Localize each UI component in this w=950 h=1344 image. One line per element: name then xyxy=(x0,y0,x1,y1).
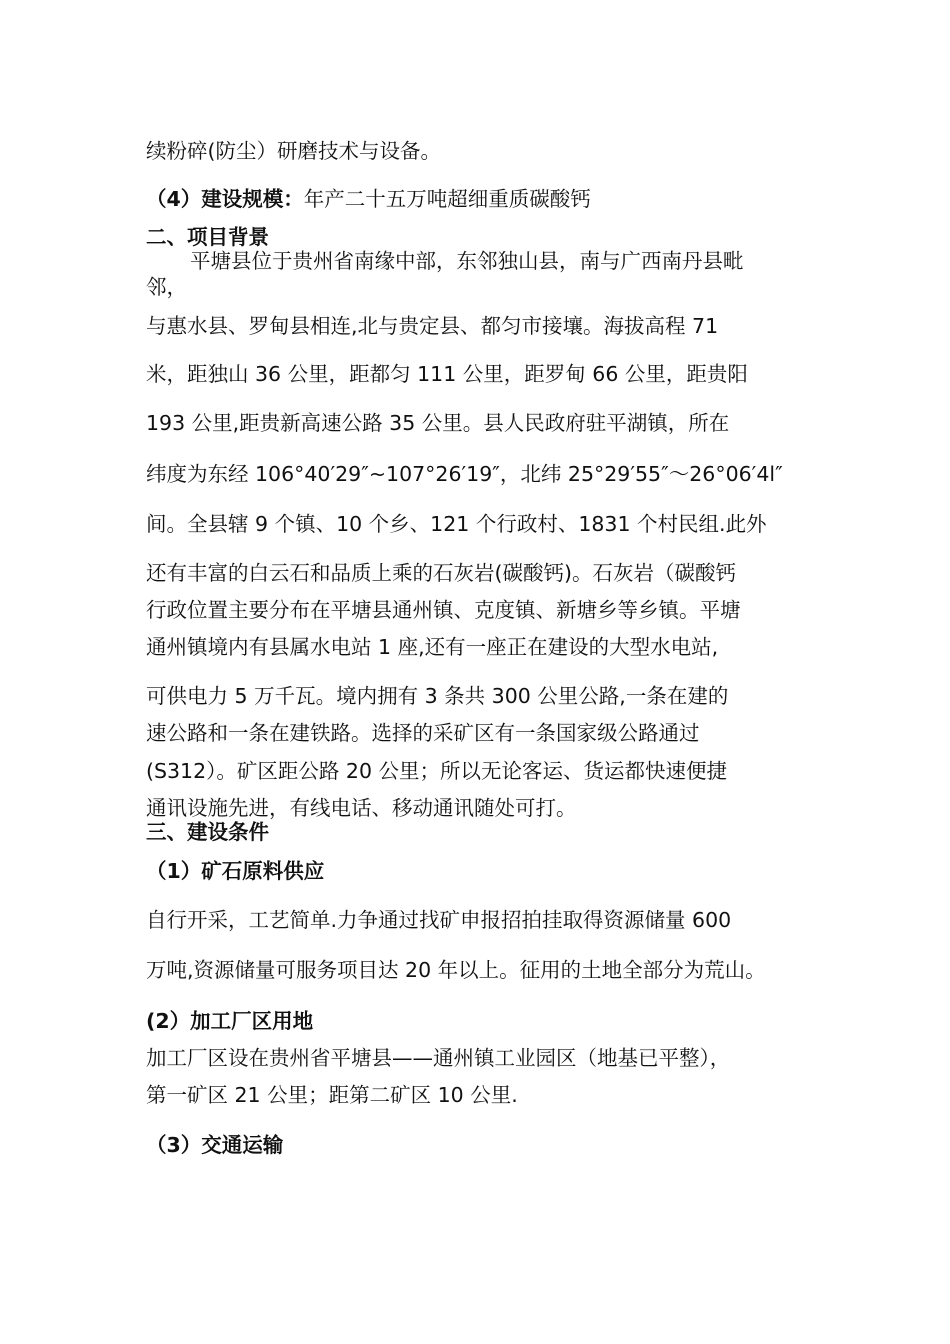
text-line: 加工厂区设在贵州省平塘县——通州镇工业园区（地基已平整）， xyxy=(146,1046,731,1070)
text-line: 通州镇境内有县属水电站 1 座,还有一座正在建设的大型水电站, xyxy=(146,635,719,659)
text-line: 与惠水县、罗甸县相连,北与贵定县、都匀市接壤。海拔高程 71 xyxy=(146,314,719,338)
subheading: （1）矿石原料供应 xyxy=(146,859,325,883)
subheading-text: 年产二十五万吨超细重质碳酸钙 xyxy=(303,187,591,211)
section-heading: 二、项目背景 xyxy=(146,225,269,249)
subheading-line xyxy=(146,186,591,212)
text-line: 可供电力 5 万千瓦。境内拥有 3 条共 300 公里公路,一条在建的 xyxy=(146,684,729,708)
text-line: 万吨,资源储量可服务项目达 20 年以上。征用的土地全部分为荒山。 xyxy=(146,958,766,982)
text-line: 平塘县位于贵州省南缘中部，东邻独山县，南与广西南丹县毗 xyxy=(190,249,744,273)
text-line: 通讯设施先进，有线电话、移动通讯随处可打。 xyxy=(146,796,577,820)
text-line: 邻， xyxy=(146,275,187,299)
text-line: 还有丰富的白云石和品质上乘的石灰岩(碳酸钙)。石灰岩（碳酸钙 xyxy=(146,561,736,585)
text-line: 纬度为东经 106°40′29″~107°26′19″，北纬 25°29′55″～26°06′4l″ xyxy=(146,462,783,486)
subheading: （3）交通运输 xyxy=(146,1133,284,1157)
subheading: (2）加工厂区用地 xyxy=(146,1009,314,1033)
section-heading: 三、建设条件 xyxy=(146,820,269,844)
text-line: (S312）。矿区距公路 20 公里；所以无论客运、货运都快速便捷 xyxy=(146,759,728,783)
text-line: 米，距独山 36 公里，距都匀 111 公里，距罗甸 66 公里，距贵阳 xyxy=(146,362,748,386)
text-line: 193 公里,距贵新高速公路 35 公里。县人民政府驻平湖镇，所在 xyxy=(146,411,730,435)
text-line: 自行开采，工艺简单.力争通过找矿申报招拍挂取得资源储量 600 xyxy=(146,908,732,932)
text-line: 行政位置主要分布在平塘县通州镇、克度镇、新塘乡等乡镇。平塘 xyxy=(146,598,741,622)
text-line: 第一矿区 21 公里；距第二矿区 10 公里. xyxy=(146,1083,518,1107)
subheading-label: （4）建设规模： xyxy=(146,187,304,211)
text-line: 续粉碎(防尘）研磨技术与设备。 xyxy=(146,139,441,163)
text-line: 间。全县辖 9 个镇、10 个乡、121 个行政村、1831 个村民组.此外 xyxy=(146,512,767,536)
text-line: 速公路和一条在建铁路。选择的采矿区有一条国家级公路通过 xyxy=(146,721,700,745)
